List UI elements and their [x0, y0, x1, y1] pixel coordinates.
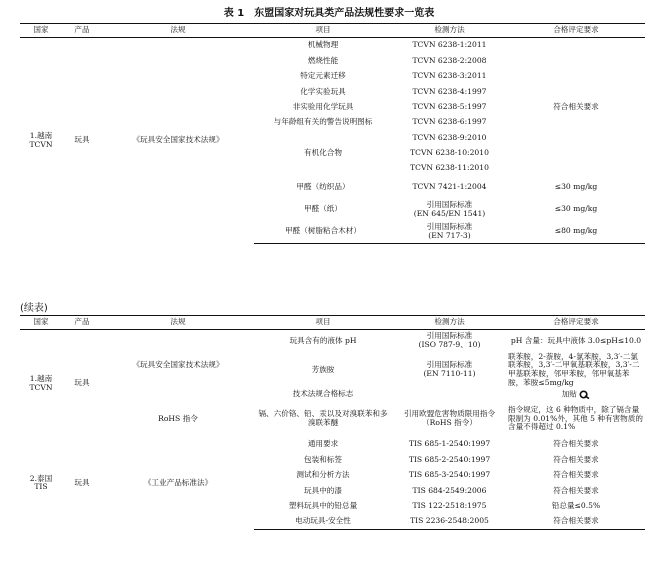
item-cell: 塑料玩具中的铅总量 [288, 500, 358, 510]
requirement-cell: 指令规定，这 6 种物质中，除了镉含量限制为 0.01%外，其他 5 种有害物质的含量不得超过 0.1% [508, 404, 643, 432]
header-item: 项目 [254, 316, 392, 330]
item-cell: 通用要求 [307, 439, 339, 449]
method-cell: TIS 2236-2548:2005 [392, 514, 507, 530]
requirement-cell: 符合相关要求 [553, 439, 599, 449]
item-cell: 芳族胺 [311, 364, 335, 374]
item-cell: 有机化合物 [304, 148, 342, 158]
item-cell: 甲醛（纺织品） [296, 182, 350, 192]
table-header-row [20, 316, 645, 330]
item-cell: 电动玩具-安全性 [254, 514, 392, 530]
item-cell: 镉、六价铬、铅、汞以及对溴联苯和多溴联苯醚 [258, 409, 388, 427]
table-row [20, 437, 645, 452]
header-regulation: 法规 [102, 316, 254, 330]
item-cell: 化学实验玩具 [300, 86, 346, 96]
header-requirement: 合格评定要求 [507, 316, 645, 330]
country-cell: 1.越南 TCVN [29, 130, 53, 149]
requirement-cell: ≤30 mg/kg [554, 182, 598, 192]
requirement-cell: 符合相关要求 [553, 454, 599, 464]
regulation-cell: 《玩具安全国家技术法规》 [132, 360, 224, 370]
table-row [20, 330, 645, 353]
header-country: 国家 [20, 316, 62, 330]
method-cell: TCVN 6238-10:2010 [410, 148, 489, 158]
requirement-cell: 联苯胺，2-萘胺，4-氯苯胺，3,3′-二氯联苯胺，3,3′-二甲氧基联苯胺，3,3′-二甲基联苯胺，邻甲苯胺，邻甲氧基苯胺，苯胺≤5mg/kg [508, 352, 640, 387]
header-country: 国家 [20, 24, 62, 38]
method-cell: TCVN 6238-3:2011 [412, 71, 487, 81]
header-requirement: 合格评定要求 [507, 24, 645, 38]
item-cell: 玩具中的漆 [304, 485, 342, 495]
method-cell: 引用国际标准 (EN 717-3) [392, 221, 507, 244]
requirement-cell: 符合相关要求 [507, 514, 645, 530]
method-cell: TCVN 6238-11:2010 [410, 163, 489, 173]
item-cell: 玩具含有的液体 pH [289, 335, 357, 345]
requirement-cell: ≤30 mg/kg [554, 204, 598, 214]
table-row [20, 401, 645, 437]
item-cell: 机械物理 [307, 40, 339, 50]
method-cell: TIS 685-2-2540:1997 [408, 454, 491, 464]
requirement-cell: 铅总量≤0.5% [551, 500, 601, 510]
item-cell: 技术法规合格标志 [292, 389, 354, 399]
item-cell: 特定元素迁移 [300, 71, 346, 81]
header-item: 项目 [254, 24, 392, 38]
method-cell: TCVN 6238-2:2008 [412, 55, 487, 65]
item-cell: 包装和标签 [304, 454, 342, 464]
item-cell: 燃烧性能 [307, 55, 339, 65]
requirement-cell: pH 含量：玩具中液体 3.0≤pH≤10.0 [510, 335, 642, 345]
requirement-cell: ≤80 mg/kg [507, 221, 645, 244]
table-row [20, 38, 645, 54]
header-product: 产品 [62, 316, 102, 330]
regulation-cell: 《工业产品标准法》 [143, 478, 213, 488]
method-cell: TCVN 7421-1:2004 [412, 182, 487, 192]
requirement-cell: 符合相关要求 [553, 470, 599, 480]
conformity-mark-icon [579, 390, 590, 399]
header-method: 检测方法 [392, 316, 507, 330]
requirement-cell: 符合相关要求 [553, 485, 599, 495]
method-cell: TCVN 6238-5:1997 [412, 101, 487, 111]
regulation-table-2 [20, 315, 645, 530]
country-cell: 1.越南 TCVN [29, 373, 53, 392]
requirement-cell: 符合相关要求 [553, 101, 599, 111]
product-cell: 玩具 [74, 378, 90, 388]
method-cell: TIS 685-1-2540:1997 [408, 439, 491, 449]
method-cell: TIS 684-2549:2006 [412, 485, 487, 495]
item-cell: 非实验用化学玩具 [292, 101, 354, 111]
item-cell: 与年龄组有关的警告说明图标 [273, 117, 373, 127]
table-header-row [20, 24, 645, 38]
regulation-table-1 [20, 23, 645, 244]
regulation-cell: RoHS 指令 [158, 413, 198, 423]
method-cell: TCVN 6238-6:1997 [412, 117, 487, 127]
table-title: 表 1 东盟国家对玩具类产品法规性要求一览表 [223, 8, 435, 19]
method-cell: TIS 122-2518:1975 [412, 500, 487, 510]
method-cell: 引用欧盟危害物质限用指令（RoHS 指令） [403, 409, 496, 427]
method-cell: 引用国际标准 (EN 7110-11) [423, 360, 476, 378]
method-cell: TCVN 6238-4:1997 [412, 86, 487, 96]
header-method: 检测方法 [392, 24, 507, 38]
method-cell: 引用国际标准 (ISO 787-9、10) [418, 331, 481, 349]
header-regulation: 法规 [102, 24, 254, 38]
product-cell: 玩具 [74, 478, 90, 488]
regulation-cell: 《玩具安全国家技术法规》 [132, 135, 224, 145]
header-product: 产品 [62, 24, 102, 38]
method-cell: TCVN 6238-9:2010 [412, 132, 487, 142]
method-cell: TCVN 6238-1:2011 [412, 40, 487, 50]
method-cell [392, 388, 507, 401]
item-cell: 甲醛（纸） [304, 204, 342, 214]
method-cell: 引用国际标准 (EN 645/EN 1541) [413, 199, 486, 218]
item-cell: 甲醛（树脂粘合木材） [254, 221, 392, 244]
requirement-text: 加贴 [561, 389, 577, 399]
method-cell: TIS 685-3-2540:1997 [408, 470, 491, 480]
item-cell: 测试和分析方法 [296, 470, 350, 480]
continued-label: (续表) [20, 303, 48, 314]
requirement-cell [507, 388, 645, 401]
country-cell: 2.泰国 TIS [29, 473, 53, 492]
product-cell: 玩具 [74, 135, 90, 145]
